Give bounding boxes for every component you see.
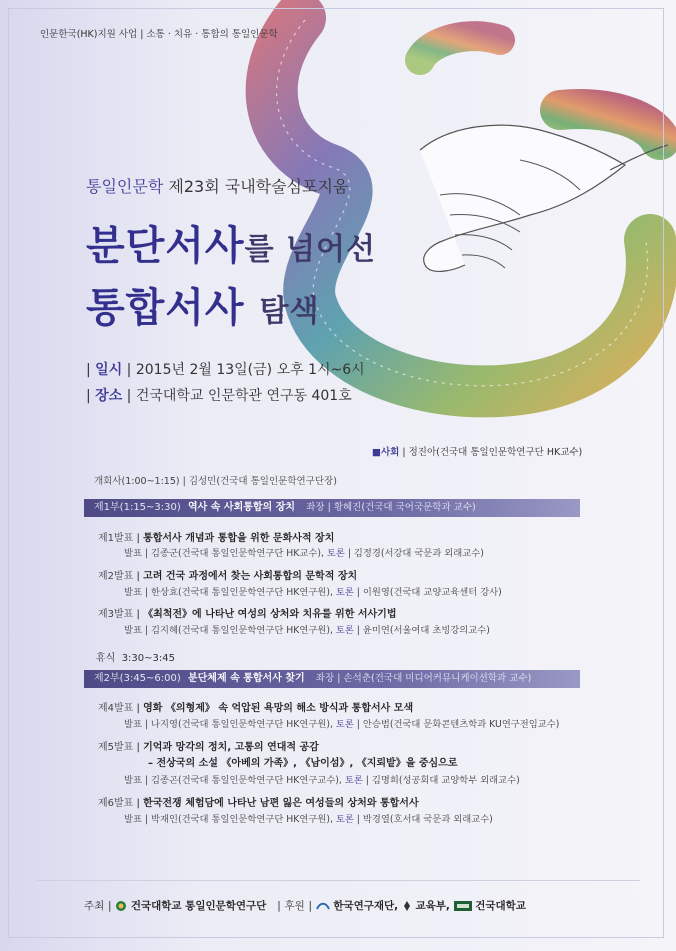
- break-value: 3:30~3:45: [121, 653, 175, 664]
- sponsor-label: 후원: [284, 900, 305, 912]
- presenter: 김지혜(건국대 통일인문학연구단 HK연구원),: [151, 625, 333, 636]
- discussant-label: 토론: [344, 775, 363, 786]
- talk-number: 제6발표: [98, 798, 134, 809]
- discussant-label: 토론: [335, 625, 354, 636]
- talk-number: 제2발표: [98, 571, 134, 582]
- date-value: 2015년 2월 13일(금) 오후 1시~6시: [135, 362, 365, 378]
- opening-label: 개회사(1:00~1:15): [94, 476, 180, 487]
- presenter-label: 발표: [124, 587, 142, 598]
- presenter-label: 발표: [124, 719, 142, 730]
- talk-5-subtitle: [148, 754, 458, 769]
- session-label: 제1부(1:15~3:30): [94, 502, 181, 513]
- presenter: 김종곤(건국대 통일인문학연구단 HK연구교수),: [151, 775, 342, 786]
- discussant-label: 토론: [326, 548, 345, 559]
- session-chair: 좌장 | 황혜진(건국대 국어국문학과 교수): [306, 502, 476, 513]
- organizer: 건국대학교 통일인문학연구단: [130, 900, 267, 912]
- talk-2-title: 제2발표 | 고려 건국 과정에서 찾는 사회통합의 문학적 장치: [98, 571, 358, 582]
- session-chair: 좌장 | 손석춘(건국대 미디어커뮤니케이션학과 교수): [315, 673, 532, 684]
- break-time: [96, 649, 175, 664]
- event-date: | 일시 | 2015년 2월 13일(금) 오후 1시~6시: [86, 362, 365, 378]
- title-line-1: [86, 214, 376, 271]
- presenter: 김종군(건국대 통일인문학연구단 HK교수),: [151, 548, 324, 559]
- talk-title: 통합서사 개념과 통합을 위한 문화사적 장치: [143, 533, 335, 544]
- talk-number: 제5발표: [98, 742, 134, 753]
- discussant: 윤미연(서울여대 초빙강의교수): [362, 625, 490, 636]
- organizer-label: 주최: [84, 900, 105, 912]
- place-label: 장소: [95, 388, 123, 404]
- talk-2-people: 발표 | 한상효(건국대 통일인문학연구단 HK연구원), 토론 | 이원영(건국대 교양교육센터 강사): [124, 587, 502, 598]
- title-line-2: [86, 276, 319, 333]
- presenter-label: 발표: [124, 775, 142, 786]
- discussant: 안승범(건국대 문화콘텐츠학과 KU연구전임교수): [362, 719, 560, 730]
- title-line-1-big: 분단서사: [86, 223, 245, 269]
- discussant: 김정경(서강대 국문과 외래교수): [353, 548, 484, 559]
- talk-number: 제1발표: [98, 533, 134, 544]
- break-label: 휴식: [96, 653, 116, 664]
- title-line-1-small: 를 넘어선: [244, 232, 376, 267]
- talk-number: 제3발표: [98, 609, 134, 620]
- chair-label: 좌장: [315, 673, 335, 684]
- talk-4-title: 제4발표 | 영화 《의형제》 속 억압된 욕망의 해소 방식과 통합서사 모색: [98, 703, 414, 714]
- opening-address: 개회사(1:00~1:15) | 김성민(건국대 통일인문학연구단장): [94, 476, 337, 487]
- nrf-logo-icon: [316, 901, 330, 911]
- talk-4-people: 발표 | 나지영(건국대 통일인문학연구단 HK연구원), 토론 | 안승범(건국대 문화콘텐츠학과 KU연구전임교수): [124, 719, 560, 730]
- talk-6-people: 발표 | 박재인(건국대 통일인문학연구단 HK연구원), 토론 | 박경열(호서대 국문과 외래교수): [124, 814, 493, 825]
- presenter: 한상효(건국대 통일인문학연구단 HK연구원),: [151, 587, 333, 598]
- session-label: 제2부(3:45~6:00): [94, 673, 181, 684]
- talk-title: 한국전쟁 체험담에 나타난 남편 잃은 여성들의 상처와 통합서사: [143, 798, 419, 809]
- org-line: 인문한국(HK)지원 사업 | 소통 · 치유 · 통합의 통일인문학: [40, 29, 278, 40]
- event-edition: 제23회 국내학술심포지움: [168, 177, 349, 196]
- talk-3-title: 제3발표 | 《최척전》에 나타난 여성의 상처와 치유를 위한 서사기법: [98, 609, 397, 620]
- session-2-bar: [84, 670, 580, 688]
- talk-5-title: 제5발표 | 기억과 망각의 정치, 고통의 연대적 공감: [98, 742, 319, 753]
- moderator: ■사회 | 정진아(건국대 통일인문학연구단 HK교수): [372, 447, 583, 458]
- sponsor-2: 교육부,: [415, 900, 450, 912]
- talk-1-title: 제1발표 | 통합서사 개념과 통합을 위한 문화사적 장치: [98, 533, 335, 544]
- talk-title: 기억과 망각의 정치, 고통의 연대적 공감: [143, 742, 319, 753]
- presenter-label: 발표: [124, 814, 142, 825]
- talk-1-people: 발표 | 김종군(건국대 통일인문학연구단 HK교수), 토론 | 김정경(서강대 국문과 외래교수): [124, 548, 484, 559]
- ministry-logo-icon: [402, 900, 412, 912]
- presenter: 박재인(건국대 통일인문학연구단 HK연구원),: [151, 814, 333, 825]
- event-series: 통일인문학: [86, 177, 164, 196]
- title-line-2-small: 탐색: [259, 294, 320, 329]
- event-place: | 장소 | 건국대학교 인문학관 연구동 401호: [86, 388, 352, 404]
- talk-title: 《최척전》에 나타난 여성의 상처와 치유를 위한 서사기법: [143, 609, 397, 620]
- talk-6-title: 제6발표 | 한국전쟁 체험담에 나타난 남편 잃은 여성들의 상처와 통합서사: [98, 798, 419, 809]
- presenter-label: 발표: [124, 625, 142, 636]
- university-logo-icon: [115, 900, 127, 912]
- discussant-label: 토론: [335, 587, 354, 598]
- event-subtitle: [86, 174, 348, 197]
- discussant-label: 토론: [335, 814, 354, 825]
- moderator-value: 정진아(건국대 통일인문학연구단 HK교수): [408, 447, 583, 458]
- talk-3-people: 발표 | 김지혜(건국대 통일인문학연구단 HK연구원), 토론 | 윤미연(서울여대 초빙강의교수): [124, 625, 490, 636]
- sponsor-3: 건국대학교: [475, 900, 526, 912]
- talk-subtitle: – 전상국의 소설 《아베의 가족》, 《남이섬》, 《지뢰밭》을 중심으로: [148, 758, 458, 769]
- talk-number: 제4발표: [98, 703, 134, 714]
- discussant-label: 토론: [335, 719, 354, 730]
- session-1-bar: [84, 499, 580, 517]
- opening-value: 김성민(건국대 통일인문학연구단장): [188, 476, 337, 487]
- presenter: 나지영(건국대 통일인문학연구단 HK연구원),: [151, 719, 333, 730]
- date-label: 일시: [95, 362, 123, 378]
- discussant: 이원영(건국대 교양교육센터 강사): [362, 587, 502, 598]
- moderator-label: ■사회: [372, 447, 400, 458]
- konkuk-logo-icon: [454, 901, 472, 911]
- footer-divider: [36, 880, 640, 881]
- presenter-label: 발표: [124, 548, 142, 559]
- place-value: 건국대학교 인문학관 연구동 401호: [135, 388, 352, 404]
- discussant: 김명희(성공회대 교양학부 외래교수): [371, 775, 520, 786]
- chair-name: 황혜진(건국대 국어국문학과 교수): [333, 502, 476, 513]
- session-title: 분단체제 속 통합서사 찾기: [187, 673, 305, 684]
- title-line-2-big: 통합서사: [86, 285, 245, 331]
- footer: 주최 | 건국대학교 통일인문학연구단 | 후원 | 한국연구재단, 교육부, 건국대학교: [84, 900, 526, 912]
- session-title: 역사 속 사회통합의 장치: [187, 502, 296, 513]
- chair-name: 손석춘(건국대 미디어커뮤니케이션학과 교수): [343, 673, 532, 684]
- talk-5-people: 발표 | 김종곤(건국대 통일인문학연구단 HK연구교수), 토론 | 김명희(성공회대 교양학부 외래교수): [124, 775, 520, 786]
- chair-label: 좌장: [306, 502, 325, 513]
- sponsor-1: 한국연구재단,: [333, 900, 399, 912]
- discussant: 박경열(호서대 국문과 외래교수): [362, 814, 493, 825]
- talk-title: 영화 《의형제》 속 억압된 욕망의 해소 방식과 통합서사 모색: [143, 703, 414, 714]
- talk-title: 고려 건국 과정에서 찾는 사회통합의 문학적 장치: [143, 571, 358, 582]
